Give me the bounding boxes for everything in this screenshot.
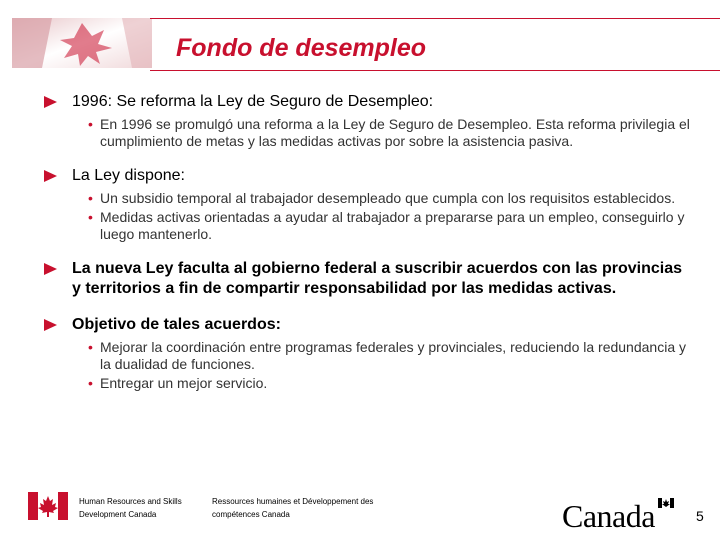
sub-bullet: [88, 116, 694, 150]
sub-bullet: [88, 209, 694, 243]
main-bullet: [44, 259, 694, 299]
sub-bullet-text: Medidas activas orientadas a ayudar al trabajador a prepararse para un empleo, conseguirlo y luego mantenerlo.: [100, 209, 685, 242]
title-rule-top: [150, 18, 720, 19]
triangle-bullet-icon: [44, 96, 57, 108]
sub-bullet-text: Un subsidio temporal al trabajador desempleado que cumpla con los requisitos establecidos.: [100, 190, 676, 206]
main-bullet-text: 1996: Se reforma la Ley de Seguro de Desempleo:: [72, 93, 434, 110]
main-bullet: [44, 92, 694, 112]
canada-flag-icon: [28, 492, 68, 520]
dot-bullet-icon: •: [88, 339, 93, 355]
wordmark-flag-icon: [658, 498, 674, 508]
triangle-bullet-icon: [44, 319, 57, 331]
dot-bullet-icon: •: [88, 375, 93, 391]
main-bullet-text: Objetivo de tales acuerdos:: [72, 316, 281, 333]
section-law: [44, 166, 694, 243]
triangle-bullet-icon: [44, 170, 57, 182]
sub-bullet-text: Mejorar la coordinación entre programas federales y provinciales, reduciendo la redundancia y la dualidad de funciones.: [100, 339, 686, 372]
dot-bullet-icon: •: [88, 209, 93, 225]
main-bullet: [44, 315, 694, 335]
slide-content: [44, 92, 694, 408]
sub-bullet: [88, 339, 694, 373]
main-bullet: [44, 166, 694, 186]
dot-bullet-icon: •: [88, 190, 93, 206]
footer-dept-fr: Ressources humaines et Développement des compétences Canada: [212, 497, 374, 519]
triangle-bullet-icon: [44, 263, 57, 275]
sub-bullet-text: Entregar un mejor servicio.: [100, 375, 268, 391]
main-bullet-text: La nueva Ley faculta al gobierno federal a suscribir acuerdos con las provincias y territorios a fin de compartir responsabilidad por las medidas activas.: [72, 260, 682, 297]
section-federal: [44, 259, 694, 299]
title-rule-bottom: [150, 70, 720, 71]
sub-bullet: [88, 375, 694, 392]
dot-bullet-icon: •: [88, 116, 93, 132]
canada-wordmark: Canada: [562, 498, 655, 534]
section-reform: [44, 92, 694, 150]
page-number: 5: [696, 508, 704, 524]
footer-dept-en: Human Resources and Skills Development Canada: [79, 497, 182, 519]
sub-bullet: [88, 190, 694, 207]
header-flag-graphic: [12, 18, 152, 68]
section-objective: [44, 315, 694, 392]
main-bullet-text: La Ley dispone:: [72, 167, 185, 184]
sub-bullet-text: En 1996 se promulgó una reforma a la Ley de Seguro de Desempleo. Esta reforma privilegia el cumplimiento de metas y las medidas activas por sobre la asistencia pasiva.: [100, 116, 690, 149]
slide-title: Fondo de desempleo: [176, 34, 427, 62]
